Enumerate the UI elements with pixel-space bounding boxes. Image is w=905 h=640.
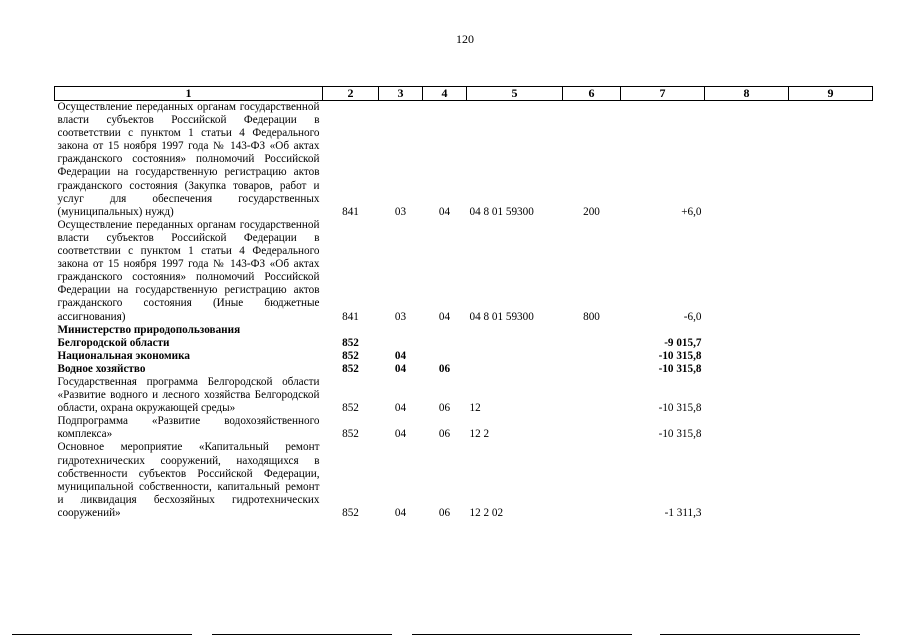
cell-col-8: [705, 219, 789, 324]
cell-col-2: 841: [342, 205, 359, 218]
cell-col-3: 04: [394, 349, 407, 362]
cell-col-5: 12 2 02: [469, 506, 504, 519]
cell-col-5: [467, 324, 563, 337]
cell-col-1: Государственная программа Белгородской области «Развитие водного и лесного хозяйства Белгородской области, охрана окружающей среды»: [57, 375, 320, 415]
cell-col-3: 04: [394, 362, 407, 375]
cell-col-9: [789, 101, 873, 219]
cell-col-5: 04 8 01 59300: [469, 310, 534, 323]
cell-col-6: [563, 324, 621, 337]
cell-col-4: 04: [438, 205, 451, 218]
cell-col-2: 852: [342, 362, 359, 375]
budget-table: [54, 86, 873, 520]
cell-col-6: [563, 350, 621, 363]
cell-col-3: [379, 337, 423, 350]
table-row: [55, 415, 873, 441]
cell-col-4: 06: [438, 362, 451, 375]
table-row: [55, 376, 873, 415]
col-header-8: 8: [705, 87, 789, 101]
cell-col-9: [789, 337, 873, 350]
cell-col-7: +6,0: [681, 205, 702, 218]
cell-col-6: [563, 376, 621, 415]
table-row: [55, 441, 873, 520]
cell-col-5: 12 2: [469, 428, 490, 441]
cell-col-9: [789, 363, 873, 376]
cell-col-8: [705, 350, 789, 363]
cell-col-7: -10 315,8: [658, 428, 702, 441]
cell-col-7: -10 315,8: [658, 362, 702, 375]
cell-col-9: [789, 376, 873, 415]
cell-col-5: [467, 350, 563, 363]
table-row: [55, 337, 873, 350]
col-header-2: 2: [323, 87, 379, 101]
cell-col-2: 841: [342, 310, 359, 323]
cell-col-2: [323, 324, 379, 337]
cell-col-1: Осуществление переданных органам государственной власти субъектов Российской Федерации в соответствии с пунктом 1 статьи 4 Федерального закона от 15 ноября 1997 года № 143-ФЗ «Об актах гражданского состояния» полномочий Российской Федерации на государственную регистрацию актов гражданского состояния (Закупка товаров, работ и услуг для обеспечения государственных (муниципальных) нужд): [57, 101, 320, 218]
cell-col-9: [789, 219, 873, 324]
cell-col-9: [789, 350, 873, 363]
col-header-3: 3: [379, 87, 423, 101]
table-row: [55, 350, 873, 363]
cell-col-3: 04: [394, 402, 407, 415]
col-header-4: 4: [423, 87, 467, 101]
cell-col-7: -6,0: [683, 310, 702, 323]
cell-col-7: -10 315,8: [658, 349, 702, 362]
cell-col-2: 852: [342, 402, 359, 415]
cell-col-2: 852: [342, 349, 359, 362]
cell-col-7: -9 015,7: [664, 336, 702, 349]
cell-col-6: [563, 363, 621, 376]
cell-col-2: 852: [342, 428, 359, 441]
col-header-6: 6: [563, 87, 621, 101]
cell-col-3: 04: [394, 506, 407, 519]
cell-col-8: [705, 441, 789, 520]
cell-col-5: [467, 337, 563, 350]
cell-col-5: 12: [469, 402, 481, 415]
scan-edge-line: [12, 634, 192, 635]
page-number: 120: [456, 32, 474, 46]
cell-col-1: Подпрограмма «Развитие водохозяйственного комплекса»: [57, 415, 320, 441]
cell-col-8: [705, 415, 789, 441]
cell-col-9: [789, 324, 873, 337]
cell-col-8: [705, 324, 789, 337]
cell-col-4: 06: [438, 506, 451, 519]
cell-col-4: [423, 337, 467, 350]
cell-col-2: 852: [342, 506, 359, 519]
col-header-5: 5: [467, 87, 563, 101]
scan-edge-line: [660, 634, 860, 635]
cell-col-3: 03: [394, 310, 407, 323]
cell-col-7: [621, 324, 705, 337]
cell-col-2: 852: [342, 336, 359, 349]
col-header-7: 7: [621, 87, 705, 101]
cell-col-3: 04: [394, 428, 407, 441]
col-header-1: 1: [55, 87, 323, 101]
table-row: [55, 363, 873, 376]
cell-col-9: [789, 441, 873, 520]
cell-col-1: Осуществление переданных органам государственной власти субъектов Российской Федерации в соответствии с пунктом 1 статьи 4 Федерального закона от 15 ноября 1997 года № 143-ФЗ «Об актах гражданского состояния» полномочий Российской Федерации на государственную регистрацию актов гражданского состояния (Иные бюджетные ассигнования): [57, 218, 320, 323]
cell-col-4: [423, 350, 467, 363]
cell-col-5: [467, 363, 563, 376]
cell-col-6: [563, 441, 621, 520]
cell-col-4: 04: [438, 310, 451, 323]
cell-col-1: Белгородской области: [57, 336, 170, 349]
cell-col-8: [705, 376, 789, 415]
cell-col-7: -1 311,3: [664, 506, 702, 519]
cell-col-8: [705, 363, 789, 376]
cell-col-6: [563, 415, 621, 441]
scan-edge-line: [212, 634, 392, 635]
header-row: [55, 87, 873, 101]
table-row: [55, 101, 873, 219]
cell-col-1: Министерство природопользования: [57, 323, 241, 336]
cell-col-4: [423, 324, 467, 337]
cell-col-1: Национальная экономика: [57, 349, 190, 362]
cell-col-5: 04 8 01 59300: [469, 205, 534, 218]
col-header-9: 9: [789, 87, 873, 101]
table-row: [55, 219, 873, 324]
cell-col-7: -10 315,8: [658, 402, 702, 415]
cell-col-3: 03: [394, 205, 407, 218]
cell-col-6: 200: [583, 205, 600, 218]
table-row: [55, 324, 873, 337]
scan-edge-line: [412, 634, 632, 635]
cell-col-1: Водное хозяйство: [57, 362, 146, 375]
cell-col-4: 06: [438, 402, 451, 415]
cell-col-6: 800: [583, 310, 600, 323]
cell-col-3: [379, 324, 423, 337]
table-body: [55, 101, 873, 521]
cell-col-8: [705, 337, 789, 350]
cell-col-4: 06: [438, 428, 451, 441]
cell-col-1: Основное мероприятие «Капитальный ремонт гидротехнических сооружений, находящихся в собственности субъектов Российской Федерации, муниципальной собственности, капитальный ремонт и ликвидация бесхозяйных гидротехнических сооружений»: [57, 441, 320, 519]
cell-col-8: [705, 101, 789, 219]
cell-col-6: [563, 337, 621, 350]
cell-col-9: [789, 415, 873, 441]
